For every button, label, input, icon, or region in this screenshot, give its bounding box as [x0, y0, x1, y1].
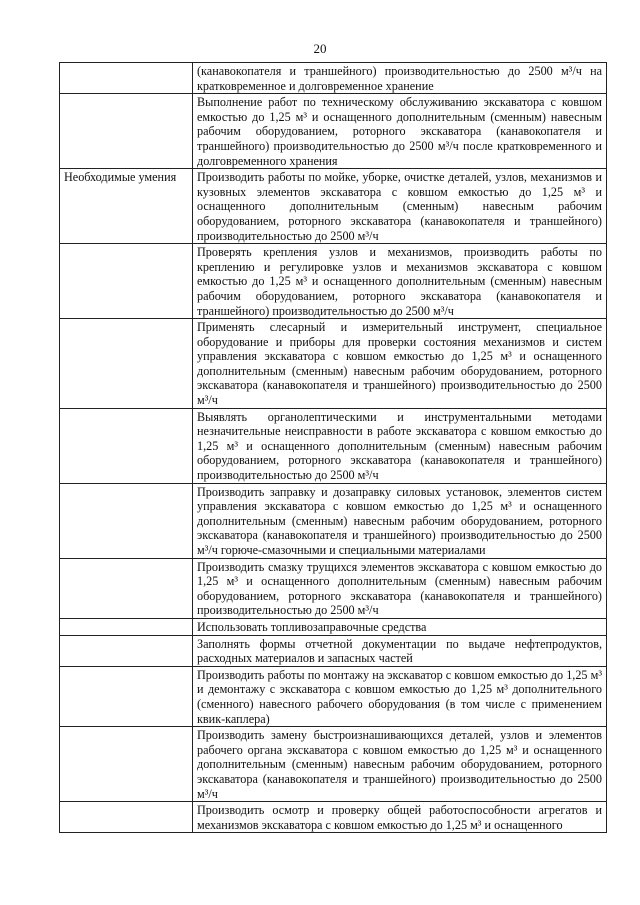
skills-table [59, 62, 607, 833]
row-text: Выполнение работ по техническому обслуживанию экскаватора с ковшом емкостью до 1,25 м³ и оснащенного дополнительным (сменным) навесным рабочим оборудованием, роторного экскаватора (канавокопателя и траншейного) производительностью до 2500 м³/ч после кратковременного и долговременного хранения [193, 94, 607, 169]
row-label [60, 483, 193, 558]
table-row [60, 666, 607, 726]
row-text: (канавокопателя и траншейного) производительностью до 2500 м³/ч на кратковременное и долговременное хранение [193, 63, 607, 94]
row-text: Производить замену быстроизнашивающихся деталей, узлов и элементов рабочего органа экскаватора с ковшом емкостью до 1,25 м³ и оснащенного дополнительным (сменным) навесным рабочим оборудованием, роторного экскаватора (канавокопателя и траншейного) производительностью до 2500 м³/ч [193, 727, 607, 802]
table-row [60, 727, 607, 802]
row-text: Производить смазку трущихся элементов экскаватора с ковшом емкостью до 1,25 м³ и оснащенного дополнительным (сменным) навесным рабочим оборудованием, роторного экскаватора (канавокопателя и траншейного) производительностью до 2500 м³/ч [193, 558, 607, 618]
row-text: Производить работы по мойке, уборке, очистке деталей, узлов, механизмов и кузовных элементов экскаватора с ковшом емкостью до 1,25 м³ и оснащенного дополнительным (сменным) навесным рабочим оборудованием, роторного экскаватора (канавокопателя и траншейного) производительностью до 2500 м³/ч [193, 169, 607, 244]
row-text: Использовать топливозаправочные средства [193, 618, 607, 635]
row-label: Необходимые умения [60, 169, 193, 244]
table-row [60, 169, 607, 244]
row-label [60, 618, 193, 635]
table-row [60, 558, 607, 618]
row-label [60, 94, 193, 169]
table-row [60, 94, 607, 169]
table-row [60, 618, 607, 635]
table-row [60, 635, 607, 666]
row-text: Выявлять органолептическими и инструментальными методами незначительные неисправности в работе экскаватора с ковшом емкостью до 1,25 м³ и оснащенного дополнительным (сменным) навесным рабочим оборудованием, роторного экскаватора (канавокопателя и траншейного) производительностью до 2500 м³/ч [193, 408, 607, 483]
table-row [60, 244, 607, 319]
row-text: Производить работы по монтажу на экскаватор с ковшом емкостью до 1,25 м³ и демонтажу с экскаватора с ковшом емкостью до 1,25 м³ дополнительного (сменного) навесного рабочего оборудования (в том числе с применением квик-каплера) [193, 666, 607, 726]
row-label [60, 635, 193, 666]
page-number: 20 [313, 41, 327, 56]
row-label [60, 666, 193, 726]
row-label [60, 63, 193, 94]
row-text: Проверять крепления узлов и механизмов, производить работы по креплению и регулировке узлов и механизмов экскаватора с ковшом емкостью до 1,25 м³ и оснащенного дополнительным (сменным) навесным рабочим оборудованием, роторного экскаватора (канавокопателя и траншейного) производительностью до 2500 м³/ч [193, 244, 607, 319]
table-row [60, 408, 607, 483]
row-text: Производить осмотр и проверку общей работоспособности агрегатов и механизмов экскаватора с ковшом емкостью до 1,25 м³ и оснащенного [193, 802, 607, 833]
row-label [60, 408, 193, 483]
table-row [60, 63, 607, 94]
table-row [60, 802, 607, 833]
row-text: Производить заправку и дозаправку силовых установок, элементов систем управления экскаватора с ковшом емкостью до 1,25 м³ и оснащенного дополнительным (сменным) навесным рабочим оборудованием, роторного экскаватора (канавокопателя и траншейного) производительностью до 2500 м³/ч горюче-смазочными и специальными материалами [193, 483, 607, 558]
row-label [60, 319, 193, 409]
row-label [60, 244, 193, 319]
row-text: Применять слесарный и измерительный инструмент, специальное оборудование и приборы для проверки состояния механизмов и систем управления экскаватора с ковшом емкостью до 1,25 м³ и оснащенного дополнительным (сменным) навесным рабочим оборудованием, роторного экскаватора (канавокопателя и траншейного) производительностью до 2500 м³/ч [193, 319, 607, 409]
table-row [60, 319, 607, 409]
row-label [60, 558, 193, 618]
row-label [60, 802, 193, 833]
table-row [60, 483, 607, 558]
row-text: Заполнять формы отчетной документации по выдаче нефтепродуктов, расходных материалов и запасных частей [193, 635, 607, 666]
row-label [60, 727, 193, 802]
